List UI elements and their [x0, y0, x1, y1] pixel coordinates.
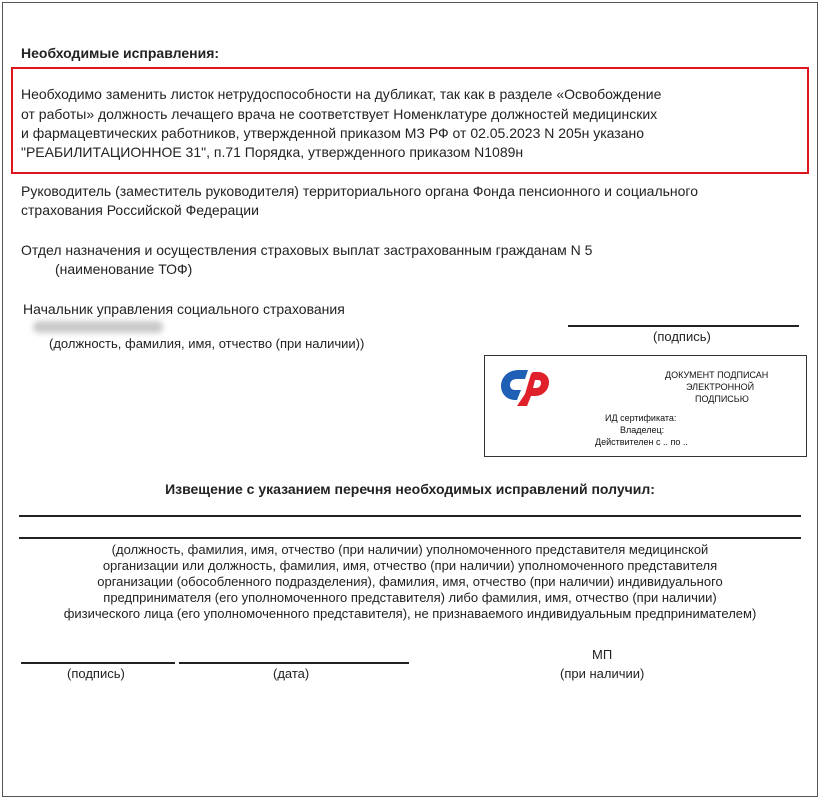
- notice-line-1: [19, 515, 801, 517]
- corrections-line-1: Необходимо заменить листок нетрудоспособности на дубликат, так как в разделе «Освобождение: [21, 86, 662, 102]
- corrections-line-2: от работы» должность лечащего врача не соответствует Номенклатуре должностей медицинских: [21, 106, 658, 122]
- notice-caption-2: организации или должность, фамилия, имя, отчество (при наличии) уполномоченного представителя: [102, 558, 718, 573]
- stamp-line-3: ПОДПИСЬЮ: [695, 394, 749, 404]
- stamp-owner-label: Владелец:: [620, 425, 665, 435]
- head-org-line-1: Руководитель (заместитель руководителя) территориального органа Фонда пенсионного и социального: [21, 183, 699, 199]
- mp-label: МП: [592, 647, 613, 662]
- mp-caption: (при наличии): [560, 666, 645, 681]
- stamp-line-1: ДОКУМЕНТ ПОДПИСАН: [665, 370, 769, 380]
- official-caption: (должность, фамилия, имя, отчество (при наличии)): [49, 336, 365, 351]
- department-caption: (наименование ТОФ): [55, 261, 193, 277]
- notice-caption-1: (должность, фамилия, имя, отчество (при наличии) уполномоченного представителя медицинской: [111, 542, 709, 557]
- sfr-logo-icon: [497, 366, 551, 408]
- stamp-line-2: ЭЛЕКТРОННОЙ: [686, 382, 755, 392]
- notice-caption-3: организации (обособленного подразделения), фамилия, имя, отчество (при наличии) индивидуального: [97, 574, 723, 589]
- electronic-signature-stamp: [484, 355, 807, 457]
- notice-caption-4: предпринимателя (его уполномоченного представителя) либо фамилия, имя, отчество (при наличии): [103, 590, 717, 605]
- notice-caption-5: физического лица (его уполномоченного представителя), не признаваемого индивидуальным предпринимателем): [63, 606, 757, 621]
- stamp-valid-label: Действителен с .. по ..: [595, 437, 688, 447]
- corrections-line-3: и фармацевтических работников, утвержденной приказом МЗ РФ от 02.05.2023 N 205н указано: [21, 125, 645, 141]
- stamp-cert-label: ИД сертификата:: [605, 413, 677, 423]
- official-position: Начальник управления социального страхования: [23, 301, 345, 317]
- notice-line-2: [19, 537, 801, 539]
- signature-line: [568, 325, 799, 327]
- head-org-line-2: страхования Российской Федерации: [21, 202, 259, 218]
- recipient-signature-caption: (подпись): [67, 666, 125, 681]
- recipient-signature-line: [21, 662, 175, 664]
- signature-caption: (подпись): [653, 329, 711, 344]
- recipient-date-caption: (дата): [273, 666, 310, 681]
- notice-heading: Извещение с указанием перечня необходимых исправлений получил:: [165, 481, 655, 497]
- document-page: [2, 2, 818, 797]
- redacted-name: [33, 321, 163, 333]
- corrections-line-4: "РЕАБИЛИТАЦИОННОЕ 31", п.71 Порядка, утвержденного приказом N1089н: [21, 144, 524, 160]
- department-name: Отдел назначения и осуществления страховых выплат застрахованным гражданам N 5: [21, 242, 593, 258]
- corrections-heading: Необходимые исправления:: [21, 45, 220, 61]
- recipient-date-line: [179, 662, 409, 664]
